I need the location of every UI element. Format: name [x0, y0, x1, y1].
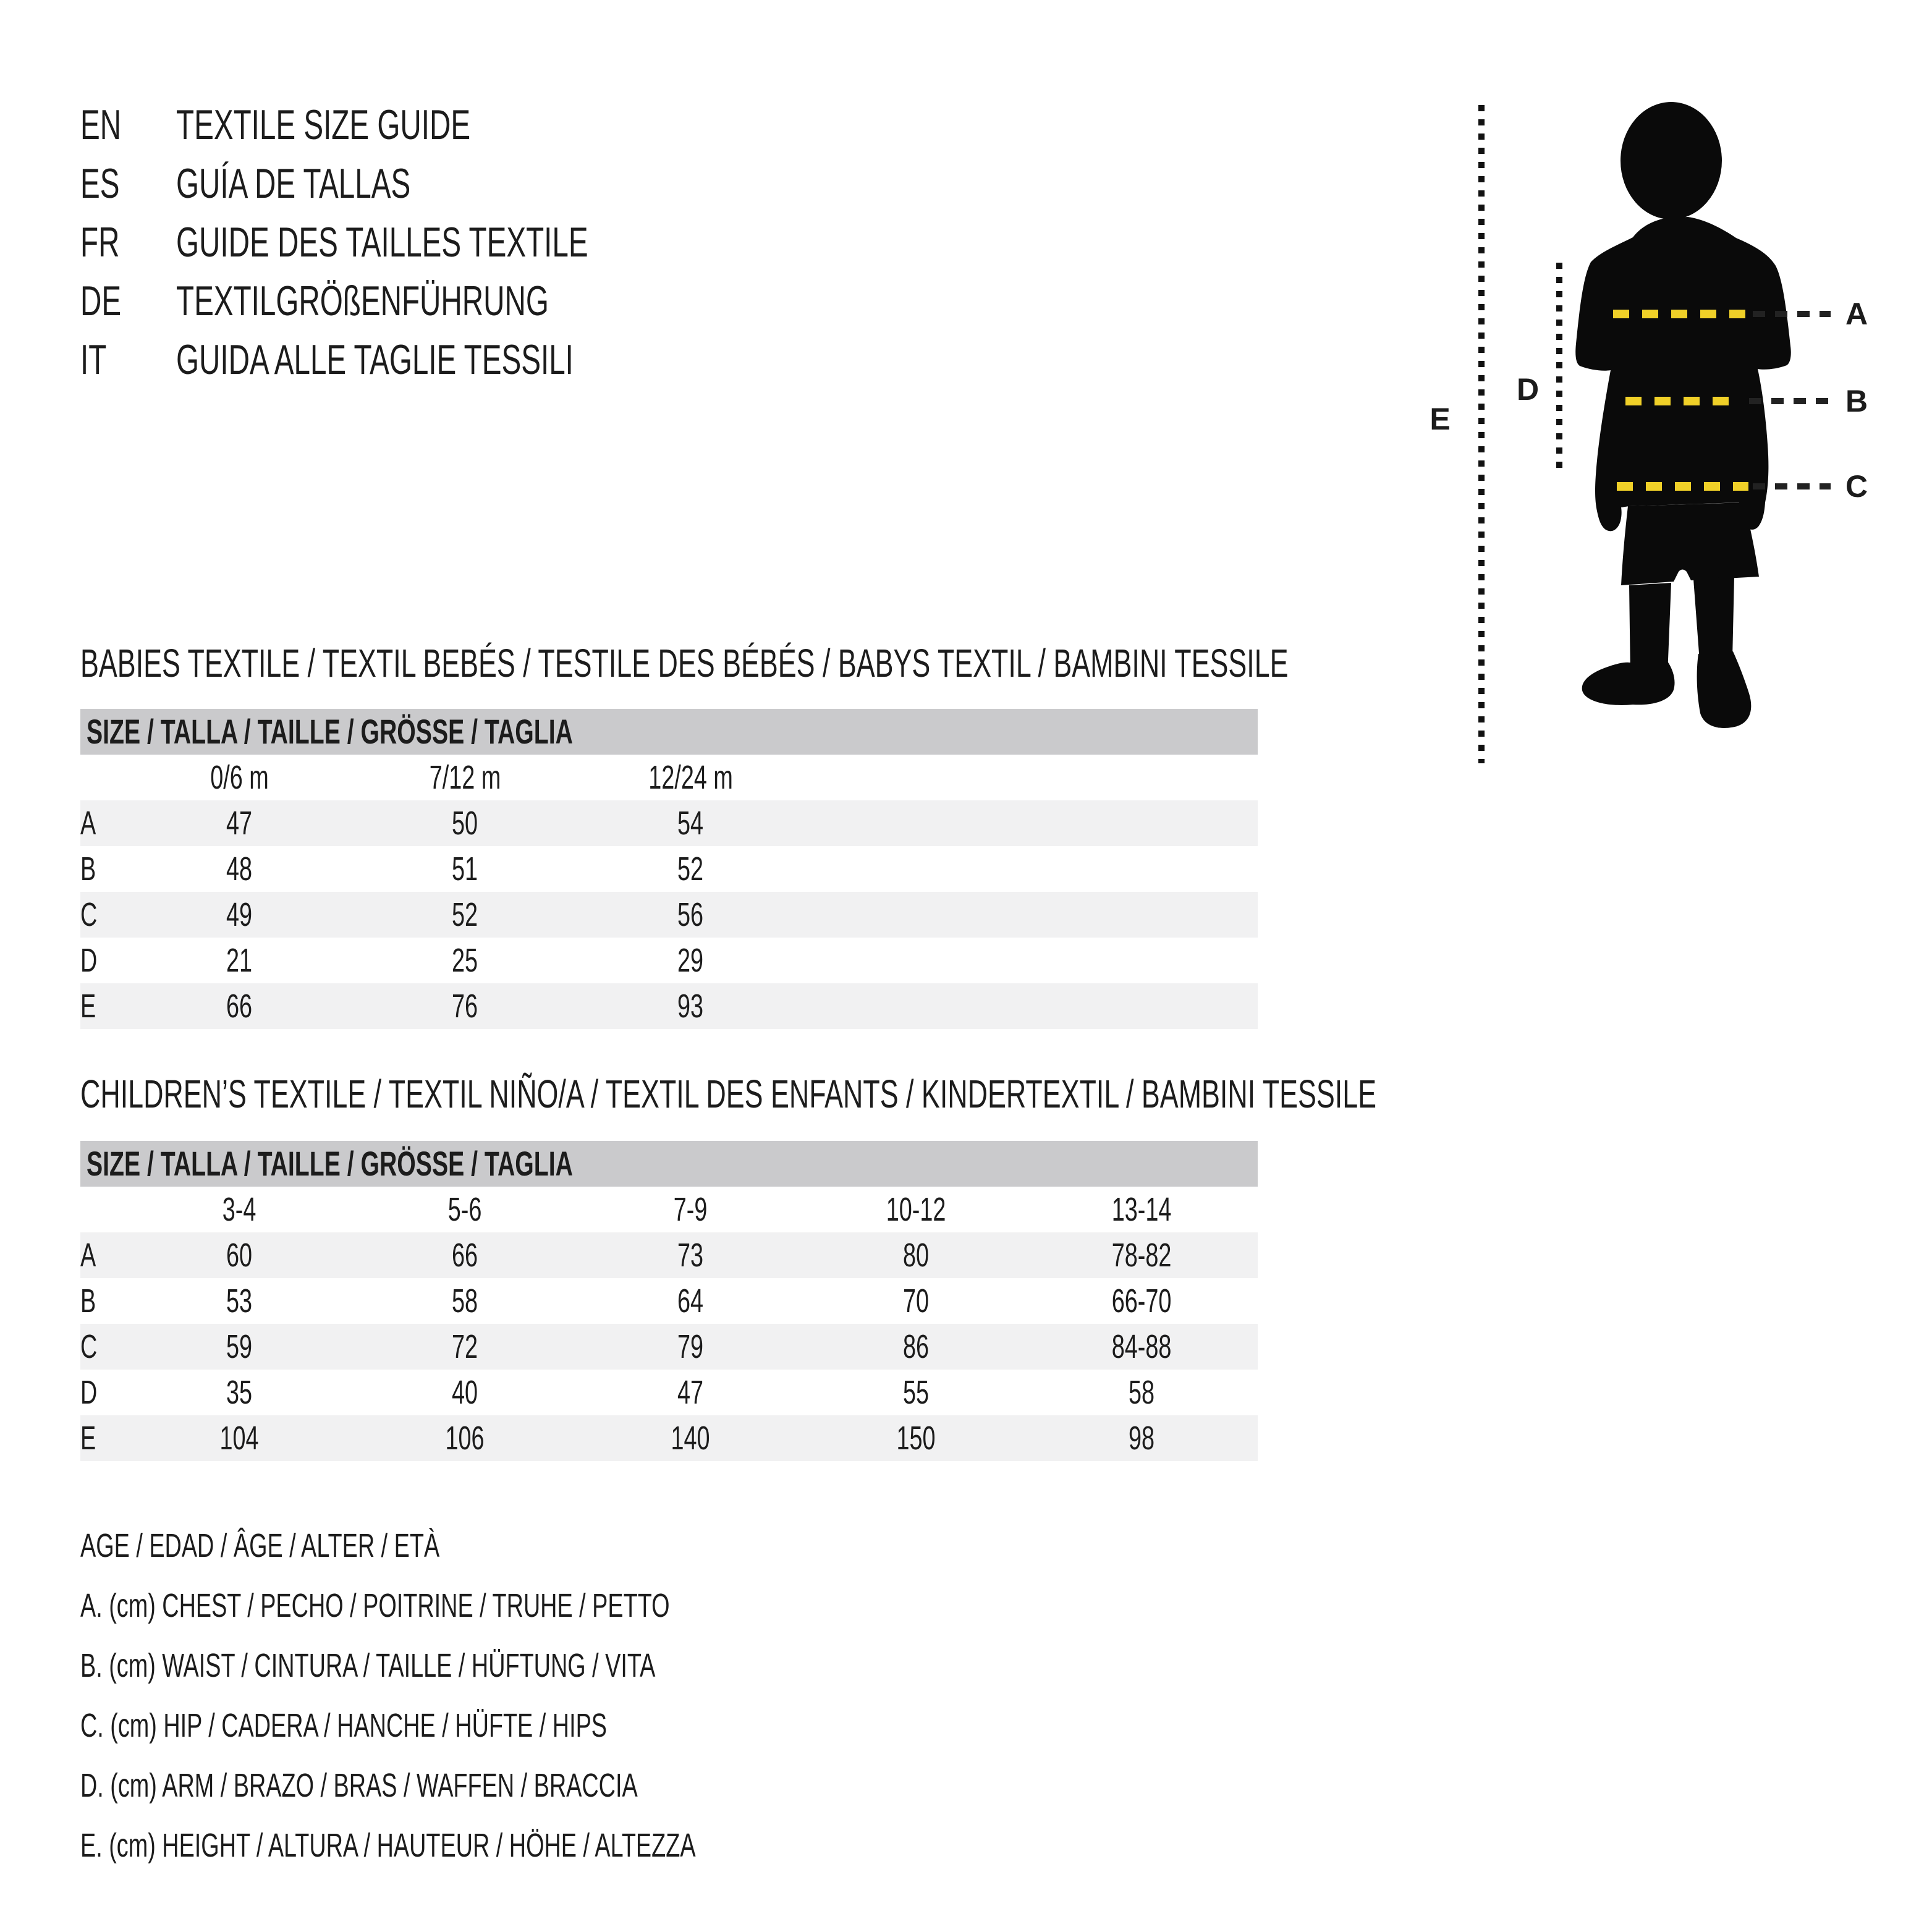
language-row-it [80, 331, 765, 389]
row-label: D [80, 1374, 98, 1411]
column-header: 7/12 m [429, 759, 501, 796]
legend-chest: A. (cm) CHEST / PECHO / POITRINE / TRUHE / PETTO [80, 1587, 670, 1624]
table-cell: 140 [671, 1420, 711, 1457]
silhouette-shorts [1621, 502, 1759, 585]
table-cell: 58 [452, 1282, 478, 1320]
table-cell: 76 [452, 988, 478, 1025]
table-cell: 66-70 [1112, 1282, 1172, 1320]
table-cell: 55 [903, 1374, 930, 1411]
language-code: EN [80, 101, 122, 148]
table-cell: 86 [903, 1328, 930, 1365]
babies-column-header-row [80, 755, 1258, 800]
column-header: 13-14 [1112, 1191, 1172, 1228]
column-header: 12/24 m [648, 759, 733, 796]
column-header: 5-6 [448, 1191, 482, 1228]
column-header: 3-4 [222, 1191, 256, 1228]
table-cell: 29 [677, 942, 704, 979]
language-code: IT [80, 336, 107, 383]
table-cell: 64 [677, 1282, 704, 1320]
table-row-e [80, 1415, 1258, 1461]
language-code: ES [80, 160, 120, 207]
table-cell: 53 [226, 1282, 253, 1320]
table-cell: 35 [226, 1374, 253, 1411]
table-cell: 72 [452, 1328, 478, 1365]
row-label: C [80, 1328, 98, 1365]
table-cell: 51 [452, 850, 478, 888]
legend-hip: C. (cm) HIP / CADERA / HANCHE / HÜFTE / HIPS [80, 1707, 607, 1744]
figure-label-a: A [1845, 297, 1868, 331]
row-label: A [80, 805, 96, 842]
language-title: GUÍA DE TALLAS [176, 160, 411, 207]
measurement-legend [80, 1516, 959, 1876]
children-size-table [80, 1141, 1258, 1461]
language-title-list [80, 96, 765, 389]
table-cell: 21 [226, 942, 253, 979]
table-cell: 59 [226, 1328, 253, 1365]
figure-label-c: C [1845, 469, 1868, 504]
table-row-c [80, 892, 1258, 938]
legend-age: AGE / EDAD / ÂGE / ALTER / ETÀ [80, 1527, 440, 1564]
table-cell: 52 [452, 896, 478, 933]
table-cell: 56 [677, 896, 704, 933]
measurement-figure [1409, 80, 1932, 803]
size-header-bar: SIZE / TALLA / TAILLE / GRÖSSE / TAGLIA [80, 1141, 1258, 1187]
table-cell: 49 [226, 896, 253, 933]
babies-section-title: BABIES TEXTILE / TEXTIL BEBÉS / TESTILE DES BÉBÉS / BABYS TEXTIL / BAMBINI TESSILE [80, 641, 1289, 685]
language-title: TEXTILE SIZE GUIDE [176, 101, 471, 148]
row-label: E [80, 988, 96, 1025]
table-row-b [80, 846, 1258, 892]
size-header-bar: SIZE / TALLA / TAILLE / GRÖSSE / TAGLIA [80, 709, 1258, 755]
table-cell: 47 [226, 805, 253, 842]
table-row-d [80, 938, 1258, 983]
silhouette-head [1621, 102, 1722, 219]
table-row-a [80, 800, 1258, 846]
row-label: A [80, 1237, 96, 1274]
table-cell: 106 [445, 1420, 485, 1457]
figure-label-d: D [1516, 372, 1540, 407]
child-silhouette-figure [1409, 80, 1932, 803]
babies-size-table [80, 709, 1258, 1029]
language-title: TEXTILGRÖßENFÜHRUNG [176, 278, 549, 324]
row-label: C [80, 896, 98, 933]
table-cell: 54 [677, 805, 704, 842]
table-cell: 47 [677, 1374, 704, 1411]
language-title: GUIDA ALLE TAGLIE TESSILI [176, 336, 574, 383]
language-row-es [80, 155, 765, 213]
table-cell: 50 [452, 805, 478, 842]
row-label: B [80, 1282, 96, 1320]
legend-height: E. (cm) HEIGHT / ALTURA / HAUTEUR / HÖHE / ALTEZZA [80, 1827, 696, 1864]
table-cell: 48 [226, 850, 253, 888]
table-row-d [80, 1370, 1258, 1415]
language-title: GUIDE DES TAILLES TEXTILE [176, 219, 588, 266]
table-cell: 70 [903, 1282, 930, 1320]
table-row-b [80, 1278, 1258, 1324]
table-cell: 84-88 [1112, 1328, 1172, 1365]
table-cell: 104 [219, 1420, 260, 1457]
legend-arm: D. (cm) ARM / BRAZO / BRAS / WAFFEN / BRACCIA [80, 1767, 638, 1804]
figure-label-e: E [1430, 402, 1451, 436]
table-cell: 79 [677, 1328, 704, 1365]
table-cell: 25 [452, 942, 478, 979]
table-cell: 150 [896, 1420, 936, 1457]
table-row-a [80, 1232, 1258, 1278]
table-cell: 78-82 [1112, 1237, 1172, 1274]
table-cell: 66 [452, 1237, 478, 1274]
column-header: 7-9 [674, 1191, 708, 1228]
legend-waist: B. (cm) WAIST / CINTURA / TAILLE / HÜFTUNG / VITA [80, 1647, 656, 1684]
table-cell: 52 [677, 850, 704, 888]
language-row-fr [80, 213, 765, 272]
table-cell: 58 [1129, 1374, 1155, 1411]
table-cell: 60 [226, 1237, 253, 1274]
table-row-e [80, 983, 1258, 1029]
figure-label-b: B [1845, 384, 1868, 418]
column-header: 10-12 [886, 1191, 946, 1228]
child-silhouette [1575, 102, 1791, 728]
table-cell: 40 [452, 1374, 478, 1411]
language-row-en [80, 96, 765, 155]
language-code: DE [80, 278, 122, 324]
table-cell: 66 [226, 988, 253, 1025]
children-section-title: CHILDREN’S TEXTILE / TEXTIL NIÑO/A / TEXTIL DES ENFANTS / KINDERTEXTIL / BAMBINI TESSILE [80, 1072, 1377, 1116]
table-cell: 73 [677, 1237, 704, 1274]
children-column-header-row [80, 1187, 1258, 1232]
row-label: B [80, 850, 96, 888]
language-code: FR [80, 219, 120, 266]
row-label: E [80, 1420, 96, 1457]
table-row-c [80, 1324, 1258, 1370]
row-label: D [80, 942, 98, 979]
table-cell: 98 [1129, 1420, 1155, 1457]
column-header: 0/6 m [210, 759, 269, 796]
table-cell: 93 [677, 988, 704, 1025]
language-row-de [80, 272, 765, 331]
table-cell: 80 [903, 1237, 930, 1274]
